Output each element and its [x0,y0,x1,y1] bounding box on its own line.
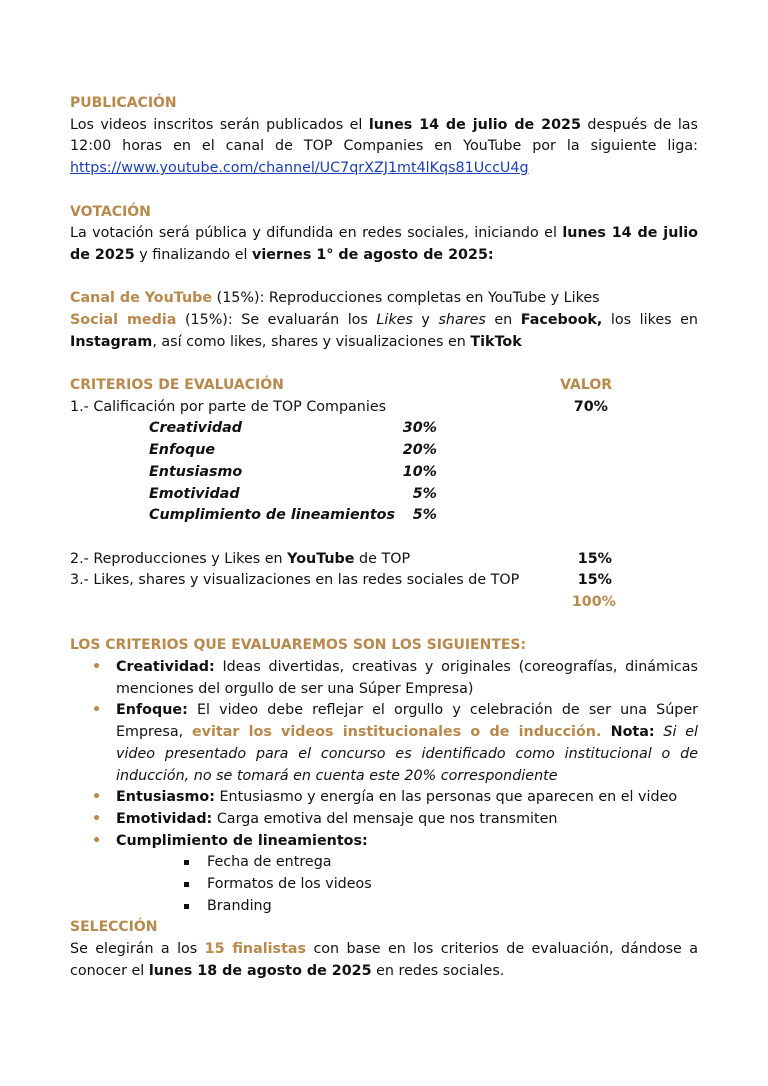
lineamientos-list [70,852,698,917]
subcriterio-row [70,418,698,440]
social-media-label: Social media [70,312,177,328]
subcriterio-value: 5% [412,485,437,502]
text: Carga emotiva del mensaje que nos transmiten [212,810,558,827]
subcriterio-value: 20% [402,442,437,459]
subcriterio-row [70,440,698,462]
text: Fecha de entrega [207,854,332,871]
seleccion-paragraph [70,939,698,982]
criterio-label: 1.- Calificación por parte de TOP Companies [70,398,387,415]
text: de TOP [354,550,411,567]
text: Facebook, [520,312,603,328]
text: TikTok [470,333,522,350]
text: evitar los videos institucionales o de inducción. [191,724,602,741]
publicacion-paragraph [70,115,698,180]
subcriterio-name: Cumplimiento de lineamientos [149,507,395,524]
bullet-icon: • [92,810,102,827]
valor-heading: VALOR [560,377,612,394]
subcriterio-value: 5% [412,507,437,524]
list-item [70,787,698,809]
list-item [70,700,698,787]
text: El video debe reflejar el orgullo y celebración de ser una Súper Empresa, [116,702,698,741]
subcriterio-name: Enfoque [149,442,216,459]
criterio-row-3 [70,570,698,592]
subcriterio-row [70,505,698,527]
text: en [485,312,521,328]
section-heading-publicacion: PUBLICACIÓN [70,95,177,111]
text: 2.- Reproducciones y Likes en [70,550,288,567]
criterio-value: 15% [577,550,612,567]
text: y [412,312,439,328]
list-item [70,852,698,874]
canal-youtube-line [70,288,698,310]
text: Ideas divertidas, creativas y originales (coreografías, dinámicas menciones del orgullo de ser una Súper Empresa) [116,659,698,697]
total-value: 100% [571,593,616,610]
criterio-label [70,551,410,567]
subcriterio-name: Entusiasmo [149,463,243,480]
text: 15 finalistas [204,941,307,958]
subcriterio-value: 10% [402,463,437,480]
section-heading-criterios-detalle: LOS CRITERIOS QUE EVALUAREMOS SON LOS SIGUIENTES: [70,637,527,654]
text: Entusiasmo y energía en las personas que aparecen en el video [214,789,678,806]
text: los likes en [602,312,698,328]
criterio-value: 70% [573,398,608,415]
section-heading-votacion: VOTACIÓN [70,203,151,220]
text: Nota: [601,724,655,741]
list-item [70,657,698,700]
text: , así como likes, shares y visualizaciones en [152,333,471,350]
square-bullet-icon [184,904,189,909]
list-item [70,874,698,896]
section-heading-seleccion: SELECCIÓN [70,919,158,936]
text: (15%): Se evaluarán los [176,312,377,328]
text: después de las 12:00 horas en el canal de TOP Companies en YouTube por la siguiente liga: [70,116,699,155]
criterio-label: 3.- Likes, shares y visualizaciones en las redes sociales de TOP [70,572,520,589]
text: Branding [207,897,272,914]
youtube-channel-link[interactable]: https://www.youtube.com/channel/UC7qrXZJ1mt4lKqs81UccU4g [70,160,529,177]
text: y finalizando el [134,246,253,263]
square-bullet-icon [184,882,189,887]
canal-youtube-label: Canal de YouTube [70,290,213,307]
criterios-header-row [70,375,698,397]
text: Formatos de los videos [207,876,372,893]
bullet-icon: • [92,832,102,849]
text: (15%): Reproducciones completas en YouTube y Likes [212,290,600,307]
criterios-list [70,657,698,852]
document-page [70,93,698,983]
total-row [70,592,698,614]
text: YouTube [287,550,355,567]
list-item [70,831,698,853]
text: Entusiasmo: [116,789,215,806]
list-item [70,896,698,918]
bullet-icon: • [92,702,102,719]
text: La votación será pública y difundida en redes sociales, iniciando el [70,225,563,242]
text: shares [438,312,486,328]
social-media-paragraph [70,310,698,353]
square-bullet-icon [184,860,189,865]
criterio-row-1 [70,397,698,419]
date-bold: viernes 1° de agosto de 2025: [252,246,494,263]
criterio-row-2 [70,549,698,571]
criterio-value: 15% [577,572,612,589]
text: Emotividad: [116,810,213,827]
subcriterio-name: Emotividad [149,485,240,502]
section-heading-criterios: CRITERIOS DE EVALUACIÓN [70,377,284,394]
text: en redes sociales. [371,962,505,979]
bullet-icon: • [92,789,102,806]
votacion-paragraph [70,223,698,266]
text: Cumplimiento de lineamientos: [116,832,368,849]
bullet-icon: • [92,659,102,676]
date-bold: lunes 18 de agosto de 2025 [148,962,372,979]
text: Se elegirán a los [70,941,205,958]
date-bold: lunes 14 de julio de 2025 [368,116,581,133]
text: Si el video presentado para el concurso es identificado como institucional o de inducción, no se tomará en cuenta este 20% correspondiente [116,724,698,784]
date-bold: lunes 14 de julio de 2025 [70,225,698,263]
text: con base en los criterios de evaluación, dándose a conocer el [70,941,698,979]
list-item [70,809,698,831]
subcriterio-row [70,484,698,506]
subcriterio-row [70,462,698,484]
text: Enfoque: [116,702,188,719]
text: Los videos inscritos serán publicados el [70,116,369,133]
text: Likes [376,312,413,328]
text: Instagram [70,333,153,350]
text: Creatividad: [116,659,215,676]
subcriterio-value: 30% [402,420,437,437]
subcriterio-name: Creatividad [149,420,242,437]
